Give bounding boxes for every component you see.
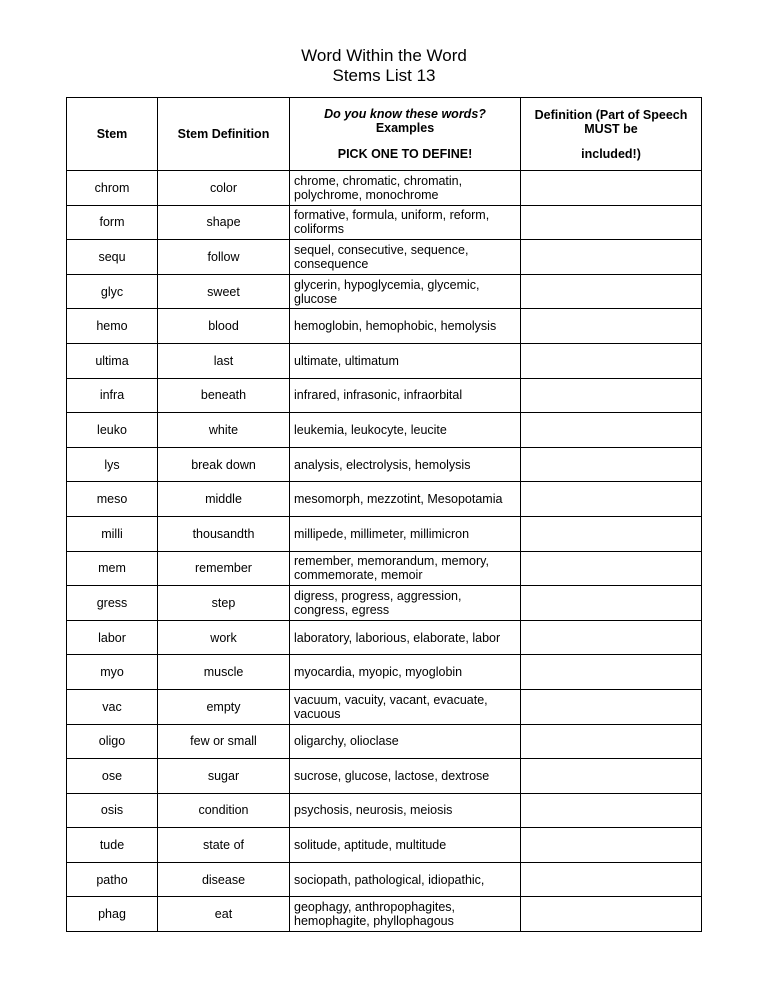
stem-definition-cell: color xyxy=(158,171,290,206)
definition-answer-cell[interactable] xyxy=(521,862,702,897)
examples-cell: chrome, chromatic, chromatin, polychrome, monochrome xyxy=(290,171,521,206)
header-row xyxy=(67,98,702,171)
stem-definition-cell: white xyxy=(158,413,290,448)
header-examples xyxy=(290,98,521,171)
definition-answer-cell[interactable] xyxy=(521,759,702,794)
examples-cell: solitude, aptitude, multitude xyxy=(290,828,521,863)
definition-answer-cell[interactable] xyxy=(521,689,702,724)
table-row xyxy=(67,447,702,482)
stem-cell: patho xyxy=(67,862,158,897)
definition-answer-cell[interactable] xyxy=(521,793,702,828)
definition-answer-cell[interactable] xyxy=(521,551,702,586)
table-row xyxy=(67,793,702,828)
stem-cell: mem xyxy=(67,551,158,586)
table-row xyxy=(67,378,702,413)
stem-cell: leuko xyxy=(67,413,158,448)
stems-table xyxy=(66,97,702,932)
definition-answer-cell[interactable] xyxy=(521,586,702,621)
stem-cell: meso xyxy=(67,482,158,517)
definition-answer-cell[interactable] xyxy=(521,620,702,655)
stem-definition-cell: middle xyxy=(158,482,290,517)
stem-cell: gress xyxy=(67,586,158,621)
stem-definition-cell: sugar xyxy=(158,759,290,794)
stem-definition-cell: break down xyxy=(158,447,290,482)
examples-cell: laboratory, laborious, elaborate, labor xyxy=(290,620,521,655)
examples-cell: sucrose, glucose, lactose, dextrose xyxy=(290,759,521,794)
header-examples-label: Examples xyxy=(375,121,435,135)
definition-answer-cell[interactable] xyxy=(521,482,702,517)
examples-cell: sequel, consecutive, sequence, consequence xyxy=(290,240,521,275)
definition-answer-cell[interactable] xyxy=(521,343,702,378)
table-row xyxy=(67,240,702,275)
examples-cell: psychosis, neurosis, meiosis xyxy=(290,793,521,828)
examples-cell: analysis, electrolysis, hemolysis xyxy=(290,447,521,482)
table-row xyxy=(67,655,702,690)
examples-cell: mesomorph, mezzotint, Mesopotamia xyxy=(290,482,521,517)
stem-definition-cell: state of xyxy=(158,828,290,863)
definition-answer-cell[interactable] xyxy=(521,205,702,240)
table-row xyxy=(67,274,702,309)
definition-answer-cell[interactable] xyxy=(521,828,702,863)
stem-cell: oligo xyxy=(67,724,158,759)
definition-answer-cell[interactable] xyxy=(521,240,702,275)
table-row xyxy=(67,309,702,344)
table-row xyxy=(67,482,702,517)
stem-definition-cell: blood xyxy=(158,309,290,344)
stem-definition-cell: condition xyxy=(158,793,290,828)
stem-cell: tude xyxy=(67,828,158,863)
stem-cell: myo xyxy=(67,655,158,690)
header-definition-line2: included!) xyxy=(581,146,641,161)
title-line-2: Stems List 13 xyxy=(332,66,436,85)
stem-cell: chrom xyxy=(67,171,158,206)
header-pick-instruction: PICK ONE TO DEFINE! xyxy=(337,147,473,161)
stem-cell: lys xyxy=(67,447,158,482)
table-row xyxy=(67,586,702,621)
examples-cell: vacuum, vacuity, vacant, evacuate, vacuous xyxy=(290,689,521,724)
stem-definition-cell: empty xyxy=(158,689,290,724)
definition-answer-cell[interactable] xyxy=(521,378,702,413)
examples-cell: myocardia, myopic, myoglobin xyxy=(290,655,521,690)
table-row xyxy=(67,862,702,897)
stem-definition-cell: shape xyxy=(158,205,290,240)
header-definition xyxy=(521,98,702,171)
table-row xyxy=(67,343,702,378)
table-row xyxy=(67,724,702,759)
stem-cell: infra xyxy=(67,378,158,413)
examples-cell: sociopath, pathological, idiopathic, xyxy=(290,862,521,897)
stem-definition-cell: eat xyxy=(158,897,290,932)
examples-cell: remember, memorandum, memory, commemorate, memoir xyxy=(290,551,521,586)
table-row xyxy=(67,897,702,932)
stem-cell: phag xyxy=(67,897,158,932)
page-title xyxy=(0,46,768,86)
examples-cell: geophagy, anthropophagites, hemophagite, phyllophagous xyxy=(290,897,521,932)
header-definition-line1: Definition (Part of Speech MUST be xyxy=(534,107,688,136)
stem-definition-cell: follow xyxy=(158,240,290,275)
definition-answer-cell[interactable] xyxy=(521,724,702,759)
definition-answer-cell[interactable] xyxy=(521,516,702,551)
stem-cell: sequ xyxy=(67,240,158,275)
stem-definition-cell: work xyxy=(158,620,290,655)
stem-definition-cell: thousandth xyxy=(158,516,290,551)
table-row xyxy=(67,551,702,586)
examples-cell: digress, progress, aggression, congress, egress xyxy=(290,586,521,621)
definition-answer-cell[interactable] xyxy=(521,447,702,482)
stem-cell: labor xyxy=(67,620,158,655)
stem-definition-cell: beneath xyxy=(158,378,290,413)
header-stem: Stem xyxy=(67,98,158,171)
examples-cell: leukemia, leukocyte, leucite xyxy=(290,413,521,448)
stem-definition-cell: step xyxy=(158,586,290,621)
examples-cell: formative, formula, uniform, reform, coliforms xyxy=(290,205,521,240)
stem-definition-cell: remember xyxy=(158,551,290,586)
header-stem-definition: Stem Definition xyxy=(158,98,290,171)
stem-cell: osis xyxy=(67,793,158,828)
stem-definition-cell: last xyxy=(158,343,290,378)
table-row xyxy=(67,689,702,724)
table-row xyxy=(67,413,702,448)
definition-answer-cell[interactable] xyxy=(521,274,702,309)
stem-definition-cell: muscle xyxy=(158,655,290,690)
definition-answer-cell[interactable] xyxy=(521,309,702,344)
definition-answer-cell[interactable] xyxy=(521,897,702,932)
stem-definition-cell: sweet xyxy=(158,274,290,309)
title-line-1: Word Within the Word xyxy=(301,46,467,65)
stem-cell: form xyxy=(67,205,158,240)
stem-cell: glyc xyxy=(67,274,158,309)
stem-cell: milli xyxy=(67,516,158,551)
table-row xyxy=(67,759,702,794)
examples-cell: hemoglobin, hemophobic, hemolysis xyxy=(290,309,521,344)
examples-cell: infrared, infrasonic, infraorbital xyxy=(290,378,521,413)
stem-cell: vac xyxy=(67,689,158,724)
stem-definition-cell: few or small xyxy=(158,724,290,759)
definition-answer-cell[interactable] xyxy=(521,655,702,690)
table-row xyxy=(67,828,702,863)
table-row xyxy=(67,516,702,551)
examples-cell: oligarchy, olioclase xyxy=(290,724,521,759)
stem-cell: ultima xyxy=(67,343,158,378)
examples-cell: glycerin, hypoglycemia, glycemic, glucose xyxy=(290,274,521,309)
definition-answer-cell[interactable] xyxy=(521,171,702,206)
examples-cell: millipede, millimeter, millimicron xyxy=(290,516,521,551)
header-examples-question: Do you know these words? xyxy=(324,107,486,121)
examples-cell: ultimate, ultimatum xyxy=(290,343,521,378)
stem-definition-cell: disease xyxy=(158,862,290,897)
table-row xyxy=(67,171,702,206)
table-row xyxy=(67,620,702,655)
stem-cell: hemo xyxy=(67,309,158,344)
definition-answer-cell[interactable] xyxy=(521,413,702,448)
table-row xyxy=(67,205,702,240)
stem-cell: ose xyxy=(67,759,158,794)
